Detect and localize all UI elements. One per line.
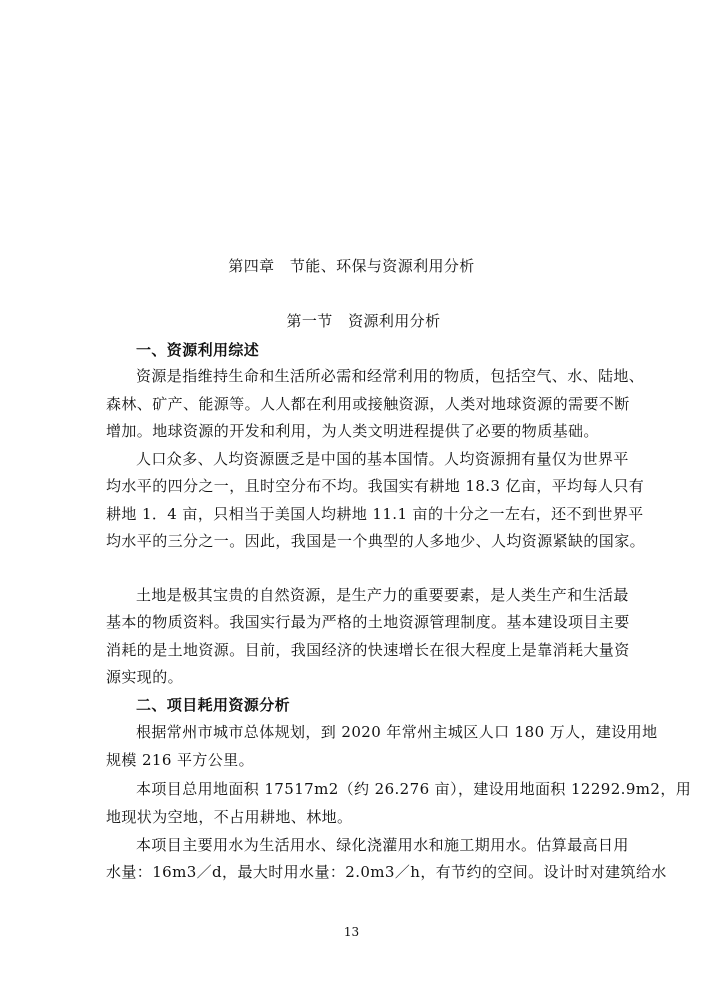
paragraph-line: 均水平的三分之一。因此，我国是一个典型的人多地少、人均资源紧缺的国家。	[106, 532, 646, 550]
paragraph-line: 源实现的。	[106, 668, 184, 686]
page-number: 13	[343, 925, 360, 939]
paragraph-line: 水量：16m3／d，最大时用水量：2.0m3／h，有节约的空间。设计时对建筑给水	[106, 863, 667, 881]
section-title: 第一节 资源利用分析	[286, 312, 441, 330]
heading-resource-overview: 一、资源利用综述	[136, 341, 260, 359]
heading-project-resource-analysis: 二、项目耗用资源分析	[136, 696, 291, 714]
paragraph-line: 耕地 1．4 亩，只相当于美国人均耕地 11.1 亩的十分之一左右，还不到世界平	[106, 505, 644, 523]
paragraph-line: 根据常州市城市总体规划，到 2020 年常州主城区人口 180 万人，建设用地	[136, 723, 658, 741]
paragraph-line: 均水平的四分之一，且时空分布不均。我国实有耕地 18.3 亿亩，平均每人只有	[106, 477, 645, 495]
paragraph-line: 本项目总用地面积 17517m2（约 26.276 亩），建设用地面积 12292.9m2，用	[136, 780, 692, 798]
paragraph-line: 增加。地球资源的开发和利用，为人类文明进程提供了必要的物质基础。	[106, 422, 599, 440]
paragraph-line: 资源是指维持生命和生活所必需和经常利用的物质，包括空气、水、陆地、	[136, 367, 645, 385]
paragraph-line: 本项目主要用水为生活用水、绿化浇灌用水和施工期用水。估算最高日用	[136, 836, 629, 854]
paragraph-line: 地现状为空地，不占用耕地、林地。	[106, 808, 353, 826]
paragraph-line: 规模 216 平方公里。	[106, 751, 254, 769]
paragraph-line: 消耗的是土地资源。目前，我国经济的快速增长在很大程度上是靠消耗大量资	[106, 641, 630, 659]
paragraph-line: 基本的物质资料。我国实行最为严格的土地资源管理制度。基本建设项目主要	[106, 613, 630, 631]
paragraph-line: 土地是极其宝贵的自然资源，是生产力的重要要素，是人类生产和生活最	[136, 586, 629, 604]
paragraph-line: 人口众多、人均资源匮乏是中国的基本国情。人均资源拥有量仅为世界平	[136, 450, 629, 468]
chapter-title: 第四章 节能、环保与资源利用分析	[228, 257, 475, 275]
paragraph-line: 森林、矿产、能源等。人人都在利用或接触资源，人类对地球资源的需要不断	[106, 395, 630, 413]
